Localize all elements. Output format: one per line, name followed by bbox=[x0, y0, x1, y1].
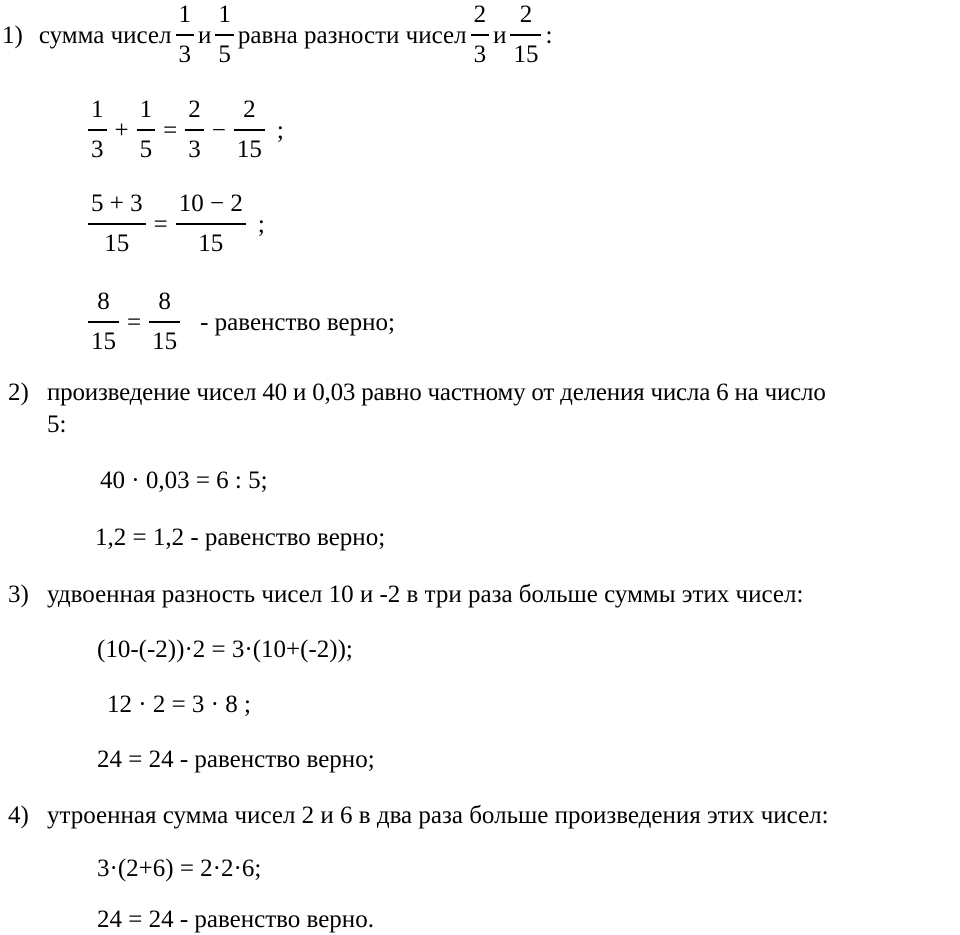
fraction: $\frac{1}{3}$ bbox=[88, 95, 107, 165]
item3-equation-3: 24 = 24 - равенство верно; bbox=[97, 746, 375, 773]
item3-text: удвоенная разность чисел 10 и -2 в три раза больше суммы этих чисел: bbox=[47, 581, 804, 608]
equals-sign: = bbox=[127, 308, 142, 336]
item2-number: 2) bbox=[8, 379, 29, 406]
equation-end: ; bbox=[257, 210, 265, 238]
item2-equation-2: 1,2 = 1,2 - равенство верно; bbox=[95, 524, 386, 551]
item2-text-line1: произведение чисел 40 и 0,03 равно частному от деления числа 6 на число bbox=[47, 379, 826, 406]
item1-and2: и bbox=[493, 21, 507, 49]
fraction: $\frac{1}{3}$ bbox=[176, 0, 195, 70]
item1-text2: равна разности чисел bbox=[237, 21, 467, 49]
item2-text-line2: 5: bbox=[47, 411, 67, 438]
item1-equation-3 bbox=[84, 288, 395, 356]
fraction: $\frac{1}{5}$ bbox=[137, 95, 156, 165]
fraction: $\frac{8}{15}$ bbox=[88, 287, 119, 357]
plus-sign: + bbox=[114, 116, 129, 144]
equation-conclusion: - равенство верно; bbox=[200, 308, 395, 336]
item4-equation-1: 3·(2+6) = 2·2·6; bbox=[97, 855, 262, 882]
item1-number: 1) bbox=[2, 21, 23, 49]
fraction: $\frac{8}{15}$ bbox=[149, 287, 180, 357]
item1-equation-1 bbox=[84, 96, 284, 164]
item1-statement bbox=[2, 1, 553, 68]
item3-number: 3) bbox=[8, 581, 29, 608]
equals-sign: = bbox=[153, 210, 168, 238]
fraction: $\frac{5 + 3}{15}$ bbox=[88, 189, 146, 259]
item1-colon: : bbox=[545, 21, 553, 49]
item2-equation-1: 40 · 0,03 = 6 : 5; bbox=[100, 467, 268, 494]
equals-sign: = bbox=[163, 116, 178, 144]
item3-equation-2: 12 · 2 = 3 · 8 ; bbox=[107, 691, 251, 718]
fraction: $\frac{2}{3}$ bbox=[471, 0, 490, 70]
fraction: $\frac{1}{5}$ bbox=[215, 0, 234, 70]
fraction: $\frac{2}{15}$ bbox=[234, 95, 265, 165]
fraction: $\frac{2}{15}$ bbox=[510, 0, 541, 70]
item4-equation-2: 24 = 24 - равенство верно. bbox=[97, 906, 374, 933]
item1-and1: и bbox=[198, 21, 212, 49]
item3-equation-1: (10-(-2))·2 = 3·(10+(-2)); bbox=[97, 636, 353, 663]
fraction: $\frac{10 - 2}{15}$ bbox=[176, 189, 246, 259]
item1-text1: сумма чисел bbox=[38, 21, 172, 49]
item4-text: утроенная сумма чисел 2 и 6 в два раза больше произведения этих чисел: bbox=[47, 802, 829, 829]
minus-sign: − bbox=[211, 116, 226, 144]
item4-number: 4) bbox=[8, 802, 29, 829]
fraction: $\frac{2}{3}$ bbox=[185, 95, 204, 165]
equation-end: ; bbox=[276, 116, 284, 144]
item1-equation-2 bbox=[84, 190, 265, 258]
